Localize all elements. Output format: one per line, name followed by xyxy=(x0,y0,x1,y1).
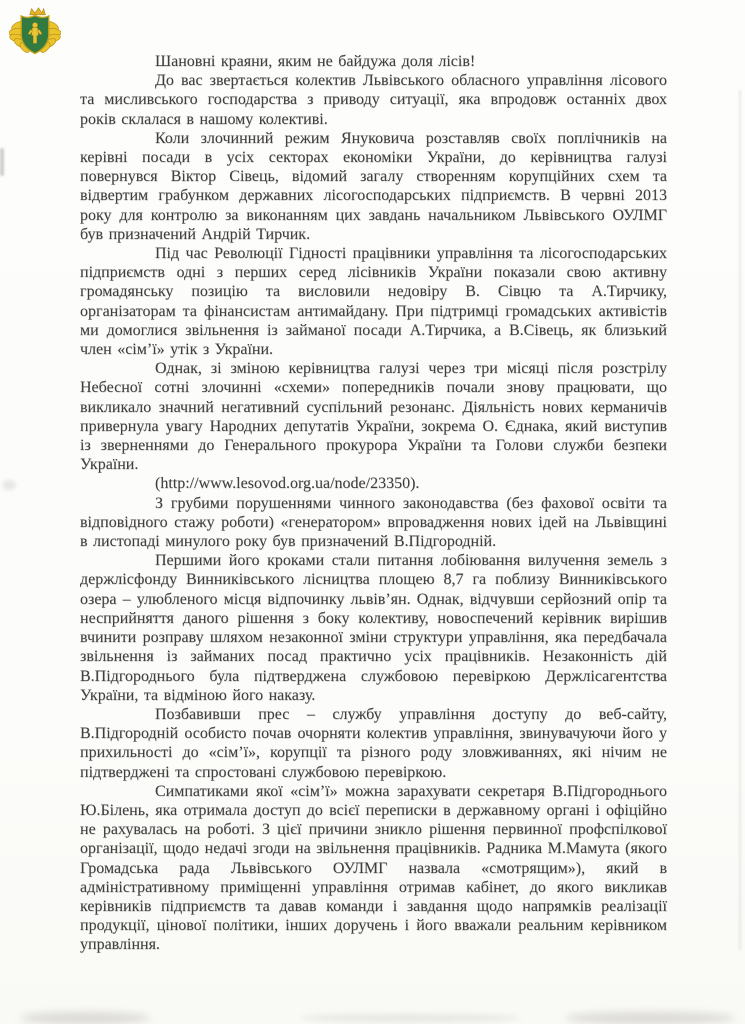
scan-artifact-left-smudge xyxy=(2,480,16,490)
scan-artifact-bottom-right xyxy=(565,1012,735,1024)
salutation-line: Шановні краяни, яким не байдужа доля лісів! xyxy=(155,53,476,70)
paragraph-sympathizers: Симпатиками якої «сім’ї» можна зарахувати секретаря В.Підгороднього Ю.Білень, яка отримала доступ до всієї переписки в державному органі і офіційно не рахувалась на роботі. З цієї причини зникло рішення первинної профспілкової організації, щодо недачі згоди на звільнення працівників. Радника М.Мамута (якого Громадська рада Львівського ОУЛМГ назвала «смотрящим»), який в адміністративному приміщенні управління отримав кабінет, до якого викликав керівників підприємств та давав команди і завдання щодо напрямків реалізації продукції, цінової політики, інших доручень і його вважали реальним керівником управління. xyxy=(80,782,667,954)
paragraph-press-service: Позбавивши прес – службу управління доступу до веб-сайту, В.Підгородній особисто почав очорняти колектив управління, звинувачуючи його у прихильності до «сім’ї», корупції та різного роду зловживаннях, які нічим не підтверджені та спростовані службовою перевіркою. xyxy=(80,705,667,781)
forestry-emblem-logo xyxy=(9,7,61,57)
letter-body xyxy=(80,52,667,955)
scan-artifact-bottom-left xyxy=(20,1012,150,1024)
forestry-emblem-icon xyxy=(9,7,61,57)
scan-artifact-left-tick xyxy=(0,148,4,176)
paragraph-revolution-of-dignity: Під час Революції Гідності працівники управління та лісогосподарських підприємств одні з перших серед лісівників України показали свою активну громадянську позицію та висловили недовіру В. Сівцю та А.Тирчику, організаторам та фінансистам антимайдану. При підтримці громадських активістів ми домоглися звільнення із займаної посади А.Тирчика, а В.Сівець, як близький член «сім’ї» утік з України. xyxy=(80,245,667,359)
paragraph-appointment-pidhorodniy: З грубими порушеннями чинного законодавства (без фахової освіти та відповідного стажу роботи) «генератором» впровадження нових ідей на Львівщині в листопаді минулого року був призначений В.Підгородній. xyxy=(80,494,667,551)
paragraph-schemes-resumed: Однак, зі зміною керівництва галузі через три місяці після розстрілу Небесної сотні злочинні «схеми» попередників почали знову працювати, що викликало значний негативний суспільний резонанс. Діяльність нових керманичів привернула увагу Народних депутатів України, зокрема О. Єднака, який виступив із зверненнями до Генерального прокурора України та Голови служби безпеки України. xyxy=(80,360,667,474)
paragraph-yanukovych-regime: Коли злочинний режим Януковича розставляв своїх поплічників на керівні посади в усіх секторах економіки України, до керівництва галузі повернувся Віктор Сівець, відомий загалу створенням корупційних схем та відвертим грабунком державних лісогосподарських підприємств. В червні 2013 року для контролю за виконанням цих завдань начальником Львівського ОУЛМГ був призначений Андрій Тирчик. xyxy=(80,129,667,243)
paragraph-land-withdrawal: Першими його кроками стали питання лобіювання вилучення земель з держлісфонду Винниківського лісництва площею 8,7 га поблизу Винниківського озера – улюбленого місця відпочинку львів’ян. Однак, відчувши серйозний опір та несприйняття даного рішення з боку колективу, новоспечений керівник вирішив вчинити розправу шляхом незаконної зміни структури управління, яка передбачала звільнення із займаних посад практично усіх працівників. Незаконність дій В.Підгороднього була підтверджена службовою перевіркою Держлісагентства України, та відміною його наказу. xyxy=(80,552,667,704)
paragraph-intro: До вас звертається колектив Львівського обласного управління лісового та мисливського господарства з приводу ситуації, яка впродовж останніх двох років склалася в нашому колективі. xyxy=(80,72,667,128)
scan-artifact-right-edge xyxy=(739,90,741,950)
reference-url-line: (http://www.lesovod.org.ua/node/23350). xyxy=(155,475,420,493)
scan-artifact-bottom-mid xyxy=(300,1014,520,1022)
